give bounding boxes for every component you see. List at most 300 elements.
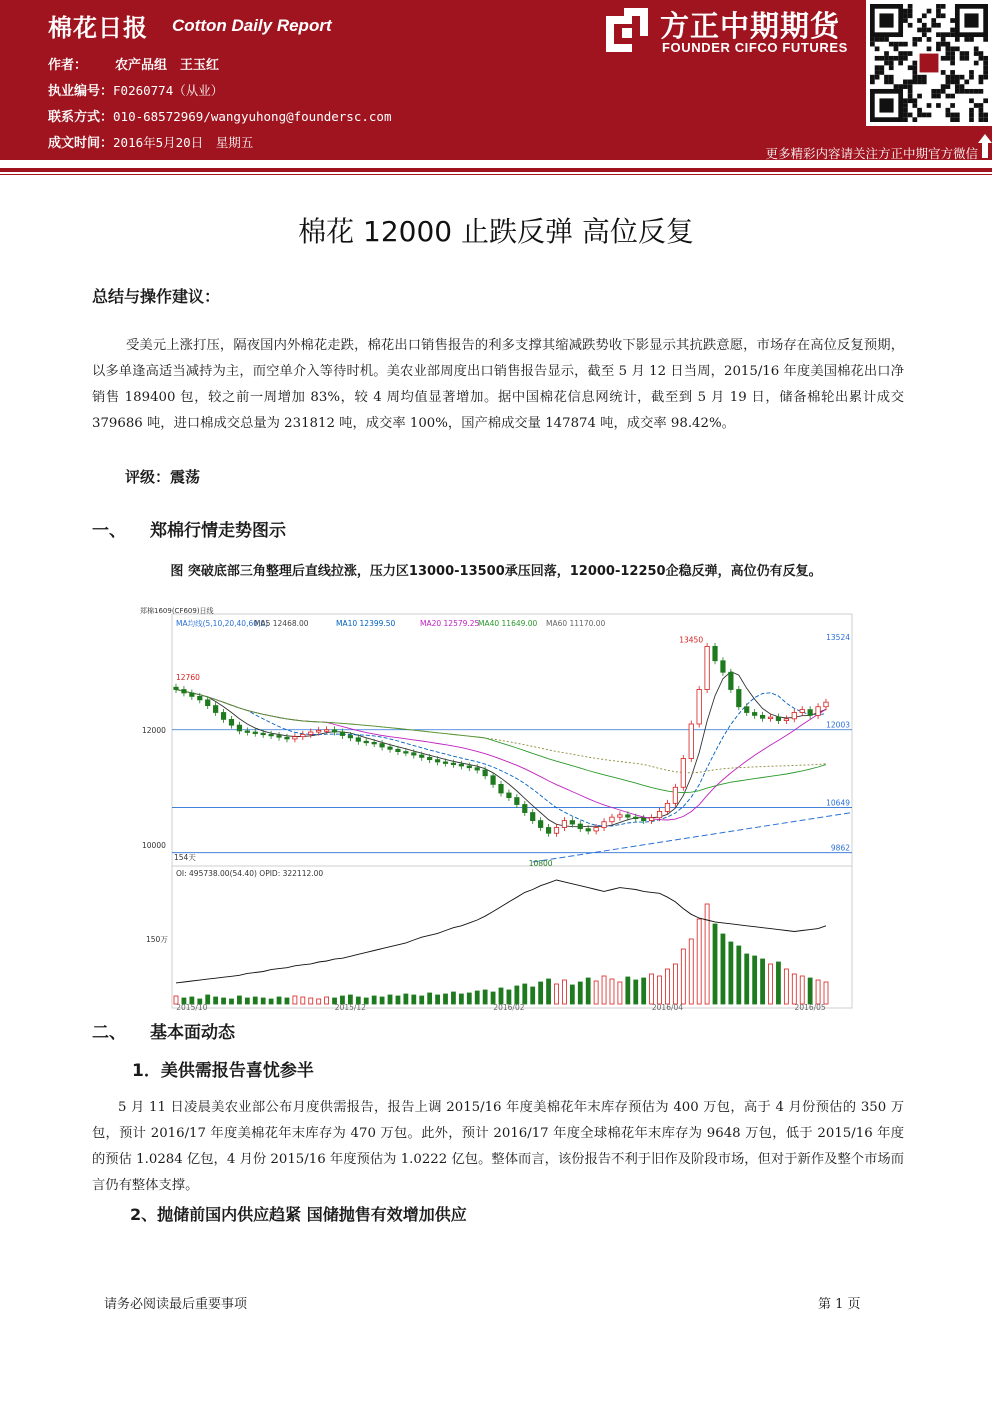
subsection-heading-reserve: 2、抛储前国内供应趋紧 国储抛售有效增加供应 xyxy=(130,1205,467,1224)
chart-ma40: MA40 11649.00 xyxy=(478,619,538,628)
candle-body xyxy=(174,687,178,689)
candle-body xyxy=(451,763,455,765)
qr-module xyxy=(969,117,974,122)
qr-module xyxy=(917,75,922,80)
qr-module xyxy=(936,89,941,94)
summary-paragraph: 受美元上涨打压，隔夜国内外棉花走跌，棉花出口销售报告的利多支撑其缩减跌势收下影显示其抗跌意愿，市场存在高位反复预期，以多单逢高适当减持为主，而空单介入等待时机。美农业部周度出口销售报告显示，截至 5 月 12 日当周，2015/16 年度美国棉花出口净销售 189400 包，较之前一周增加 83%，较 4 周均值显著增加。据中国棉花信息网统计，截至到 5 月 19 日，储备棉轮出累计成交 379686 吨，进口棉成交总量为 231812 吨，成交率 100%，国产棉成交量 147874 吨，成交率 98.42%。 xyxy=(92,338,904,431)
qr-module xyxy=(870,42,875,47)
candle-body xyxy=(340,732,344,735)
point-annotation: 12760 xyxy=(176,673,200,683)
qr-module xyxy=(983,98,988,103)
candle-body xyxy=(364,741,368,743)
usda-paragraph: 5 月 11 日凌晨美农业部公布月度供需报告，报告上调 2015/16 年度美棉花年末库存预估为 400 万包，高于 4 月份预估的 350 万包，预计 2016/17 年度美棉花年末库存为 470 万包。此外，预计 2016/17 年度全球棉花年末库存为 9648 万包，低于 2015/16 年度的预估 1.0284 亿包，4 月份 2015/16 年度预估为 1.0222 亿包。整体而言，该份报告不利于旧作及阶段市场，但对于新作及整个市场而言仍有整体支撑。 xyxy=(92,1100,904,1193)
qr-module xyxy=(969,113,974,118)
qr-module xyxy=(917,113,922,118)
qr-module xyxy=(927,113,932,118)
candle-body xyxy=(697,690,701,725)
qr-module xyxy=(983,70,988,75)
rating-label: 评级：震荡 xyxy=(125,468,201,486)
volume-bar xyxy=(396,996,400,1004)
qr-module xyxy=(941,13,946,18)
candle-body xyxy=(190,693,194,696)
qr-module xyxy=(941,37,946,42)
qr-module xyxy=(950,117,955,122)
qr-module xyxy=(955,75,960,80)
volume-bar xyxy=(665,969,669,1004)
qr-module xyxy=(903,51,908,56)
candle-body xyxy=(380,744,384,747)
candle-body xyxy=(467,766,471,768)
candle-body xyxy=(237,725,241,731)
right-tick-label: 10649 xyxy=(826,798,850,808)
qr-module xyxy=(931,18,936,23)
volume-bar xyxy=(602,976,606,1004)
qr-module xyxy=(912,37,917,42)
qr-module xyxy=(979,80,984,85)
qr-module xyxy=(936,46,941,51)
volume-bar xyxy=(222,998,226,1004)
candle-body xyxy=(808,710,812,716)
author-label: 作者： xyxy=(48,58,88,73)
qr-module xyxy=(955,89,960,94)
volume-bar xyxy=(618,982,622,1004)
meta-contact xyxy=(48,106,391,125)
qr-module xyxy=(950,61,955,66)
volume-bar xyxy=(428,993,432,1004)
volume-bar xyxy=(721,934,725,1004)
volume-bar xyxy=(444,994,448,1004)
candle-body xyxy=(554,828,558,834)
volume-bar xyxy=(301,997,305,1004)
author-value: 农产品组 王玉红 xyxy=(115,58,220,73)
qr-module xyxy=(889,80,894,85)
qr-module xyxy=(903,9,908,14)
volume-bar xyxy=(658,976,662,1004)
qr-module xyxy=(936,94,941,99)
volume-bar xyxy=(562,980,566,1004)
qr-module xyxy=(922,113,927,118)
candle-body xyxy=(324,730,328,732)
candle-body xyxy=(348,736,352,738)
volume-bar xyxy=(436,995,440,1004)
qr-module xyxy=(922,32,927,37)
candle-body xyxy=(546,828,550,834)
volume-bar xyxy=(784,969,788,1004)
qr-module xyxy=(936,42,941,47)
volume-bar xyxy=(309,998,313,1004)
chart-vol-label: 150万 xyxy=(146,935,168,944)
volume-bar xyxy=(451,992,455,1004)
volume-bar xyxy=(317,999,321,1004)
volume-bar xyxy=(214,997,218,1004)
date-label: 成文时间： xyxy=(48,136,114,151)
figure-caption: 图 突破底部三角整理后直线拉涨，压力区13000-13500承压回落，12000-12250企稳反弹，高位仍有反复。 xyxy=(170,564,822,579)
candle-body xyxy=(657,811,661,817)
candle-body xyxy=(245,731,249,733)
qr-module xyxy=(964,89,969,94)
qr-module xyxy=(974,61,979,66)
qr-module xyxy=(974,46,979,51)
candle-body xyxy=(356,738,360,741)
qr-module xyxy=(936,32,941,37)
volume-bar xyxy=(642,978,646,1004)
chart-ma-legend: MA均线(5,10,20,40,60,0) xyxy=(176,619,269,628)
qr-module xyxy=(964,56,969,61)
qr-module xyxy=(875,65,880,70)
qr-module xyxy=(950,113,955,118)
qr-module xyxy=(964,51,969,56)
candle-body xyxy=(221,713,225,720)
qr-module xyxy=(941,84,946,89)
qr-module xyxy=(950,46,955,51)
qr-module xyxy=(964,80,969,85)
qr-module xyxy=(908,80,913,85)
qr-module xyxy=(908,98,913,103)
qr-module xyxy=(950,56,955,61)
candle-body xyxy=(229,719,233,725)
qr-module xyxy=(950,103,955,108)
qr-module xyxy=(979,56,984,61)
chart-ma20: MA20 12579.25 xyxy=(420,619,480,628)
y-tick-label: 12000 xyxy=(142,725,166,735)
candle-body xyxy=(285,737,289,739)
qr-module xyxy=(917,18,922,23)
candle-body xyxy=(752,713,756,716)
qr-module xyxy=(979,89,984,94)
candle-body xyxy=(515,798,519,805)
qr-module xyxy=(903,84,908,89)
section-number: 二、 xyxy=(92,1023,126,1043)
right-tick-label: 13524 xyxy=(826,633,850,643)
qr-module xyxy=(875,37,880,42)
volume-bar xyxy=(325,997,329,1004)
qr-module xyxy=(927,46,932,51)
candle-body xyxy=(760,715,764,718)
volume-bar xyxy=(816,980,820,1004)
qr-code-icon xyxy=(866,0,992,126)
qr-module xyxy=(979,51,984,56)
qr-module xyxy=(908,65,913,70)
volume-bar xyxy=(420,996,424,1004)
x-tick-label: 2015/10 xyxy=(176,1003,208,1012)
candle-body xyxy=(443,762,447,764)
qr-module xyxy=(936,13,941,18)
summary-heading: 总结与操作建议： xyxy=(92,287,221,306)
qr-module xyxy=(917,80,922,85)
volume-bar xyxy=(745,954,749,1004)
qr-module xyxy=(912,70,917,75)
volume-bar xyxy=(729,942,733,1004)
candle-body xyxy=(435,760,439,762)
qr-module xyxy=(946,42,951,47)
header-rule-thin xyxy=(0,174,992,175)
candle-body xyxy=(427,757,431,759)
chart-ma5: MA5 12468.00 xyxy=(254,619,309,628)
license-value: F0260774（从业） xyxy=(113,83,224,98)
volume-bar xyxy=(269,999,273,1004)
section-title: 郑棉行情走势图示 xyxy=(150,521,286,541)
volume-bar xyxy=(586,978,590,1004)
qr-module xyxy=(974,89,979,94)
qr-module xyxy=(879,65,884,70)
x-tick-label: 2016/02 xyxy=(493,1003,525,1012)
report-header xyxy=(0,0,992,160)
candle-body xyxy=(491,776,495,785)
candle-body xyxy=(768,717,772,719)
qr-module xyxy=(955,80,960,85)
qr-module xyxy=(889,56,894,61)
candle-body xyxy=(610,817,614,822)
volume-bar xyxy=(673,964,677,1004)
candle-body xyxy=(689,724,693,759)
qr-module xyxy=(922,28,927,33)
qr-module xyxy=(950,32,955,37)
license-label: 执业编号： xyxy=(48,84,114,99)
candle-body xyxy=(206,700,210,706)
qr-module xyxy=(903,56,908,61)
qr-module xyxy=(931,94,936,99)
qr-module xyxy=(889,42,894,47)
volume-bar xyxy=(245,998,249,1004)
volume-bar xyxy=(261,998,265,1004)
qr-module xyxy=(898,56,903,61)
qr-module xyxy=(889,75,894,80)
qr-module xyxy=(884,61,889,66)
candle-body xyxy=(261,733,265,735)
qr-module xyxy=(950,75,955,80)
qr-module xyxy=(903,98,908,103)
company-name-en: FOUNDER CIFCO FUTURES xyxy=(662,40,848,55)
qr-module xyxy=(941,42,946,47)
volume-bar xyxy=(610,979,614,1004)
volume-bar xyxy=(681,949,685,1004)
candle-body xyxy=(634,817,638,819)
qr-module xyxy=(927,37,932,42)
qr-module xyxy=(903,108,908,113)
qr-module xyxy=(917,94,922,99)
qr-module xyxy=(941,56,946,61)
qr-module xyxy=(903,80,908,85)
volume-bar xyxy=(650,974,654,1004)
volume-bar xyxy=(578,982,582,1004)
volume-bar xyxy=(761,959,765,1004)
volume-bar xyxy=(539,982,543,1004)
qr-module xyxy=(936,23,941,28)
meta-author xyxy=(48,54,219,73)
qr-module xyxy=(908,113,913,118)
qr-module xyxy=(983,65,988,70)
qr-module xyxy=(955,117,960,122)
candle-body xyxy=(420,755,424,757)
volume-bar xyxy=(634,980,638,1004)
qr-module xyxy=(908,51,913,56)
qr-module xyxy=(946,56,951,61)
qr-module xyxy=(912,65,917,70)
candle-body xyxy=(721,661,725,673)
qr-module xyxy=(983,37,988,42)
candle-body xyxy=(673,787,677,803)
candle-body xyxy=(792,713,796,719)
candle-body xyxy=(316,730,320,732)
qr-module xyxy=(875,46,880,51)
qr-module xyxy=(974,103,979,108)
qr-module xyxy=(950,51,955,56)
qr-module xyxy=(889,61,894,66)
y-tick-label: 10000 xyxy=(142,840,166,850)
qr-finder xyxy=(879,13,893,27)
candle-body xyxy=(269,734,273,736)
chart-oi-legend: OI: 495738.00(54.40) OPID: 322112.00 xyxy=(176,869,324,878)
qr-module xyxy=(912,98,917,103)
high-annotation: 13450 xyxy=(679,635,704,645)
qr-module xyxy=(950,28,955,33)
qr-module xyxy=(912,42,917,47)
volume-bar xyxy=(483,990,487,1004)
right-tick-label: 12003 xyxy=(826,720,850,730)
qr-module xyxy=(931,89,936,94)
qr-module xyxy=(927,28,932,33)
qr-module xyxy=(950,70,955,75)
volume-bar xyxy=(372,996,376,1004)
volume-bar xyxy=(459,994,463,1004)
x-tick-label: 2016/05 xyxy=(794,1003,826,1012)
qr-module xyxy=(912,80,917,85)
qr-module xyxy=(894,42,899,47)
qr-module xyxy=(884,37,889,42)
qr-module xyxy=(912,61,917,66)
candle-body xyxy=(816,707,820,716)
qr-module xyxy=(912,117,917,122)
section-heading-trend xyxy=(92,516,286,541)
volume-bar xyxy=(285,998,289,1004)
qr-module xyxy=(875,56,880,61)
qr-module xyxy=(969,108,974,113)
candle-body xyxy=(253,732,257,734)
qr-finder xyxy=(964,13,978,27)
section-heading-fundamentals xyxy=(92,1018,235,1043)
candle-body xyxy=(404,752,408,754)
qr-module xyxy=(875,75,880,80)
qr-module xyxy=(884,80,889,85)
qr-module xyxy=(908,13,913,18)
low-annotation: 10800 xyxy=(528,859,553,868)
volume-bar xyxy=(253,997,257,1004)
qr-module xyxy=(922,13,927,18)
volume-bar xyxy=(808,978,812,1004)
volume-bar xyxy=(499,988,503,1004)
arrow-up-icon xyxy=(978,134,992,158)
qr-module xyxy=(950,94,955,99)
qr-module xyxy=(960,56,965,61)
candle-body xyxy=(586,829,590,831)
volume-bar xyxy=(705,904,709,1004)
qr-module xyxy=(936,9,941,14)
qr-module xyxy=(908,89,913,94)
page-title: 棉花 12000 止跌反弹 高位反复 xyxy=(298,215,694,248)
candle-body xyxy=(784,719,788,721)
qr-module xyxy=(908,4,913,9)
qr-module xyxy=(983,56,988,61)
qr-module xyxy=(884,75,889,80)
qr-module xyxy=(912,75,917,80)
qr-module xyxy=(922,23,927,28)
qr-module xyxy=(884,56,889,61)
qr-module xyxy=(979,75,984,80)
volume-bar xyxy=(475,991,479,1004)
qr-module xyxy=(870,75,875,80)
candle-body xyxy=(649,818,653,821)
volume-bar xyxy=(277,997,281,1004)
candle-body xyxy=(562,821,566,828)
candle-body xyxy=(507,793,511,798)
volume-bar xyxy=(626,977,630,1004)
qr-module xyxy=(936,103,941,108)
qr-module xyxy=(908,23,913,28)
candle-body xyxy=(213,706,217,713)
qr-module xyxy=(950,80,955,85)
candle-body xyxy=(626,815,630,817)
qr-module xyxy=(922,75,927,80)
qr-module xyxy=(950,18,955,23)
qr-module xyxy=(983,61,988,66)
qr-module xyxy=(960,75,965,80)
qr-module xyxy=(983,75,988,80)
qr-center-logo xyxy=(920,54,939,73)
qr-module xyxy=(903,113,908,118)
volume-bar xyxy=(554,984,558,1004)
candle-body xyxy=(293,737,297,739)
candle-body xyxy=(459,764,463,766)
qr-module xyxy=(955,113,960,118)
qr-module xyxy=(964,37,969,42)
qr-module xyxy=(898,42,903,47)
subsection-heading-usda: 1．美供需报告喜忧参半 xyxy=(132,1061,314,1081)
candle-body xyxy=(578,824,582,829)
brand-title: 棉花日报 xyxy=(48,14,148,42)
candle-body xyxy=(372,742,376,744)
qr-module xyxy=(908,94,913,99)
candle-body xyxy=(475,768,479,770)
qr-module xyxy=(889,65,894,70)
qr-module xyxy=(946,46,951,51)
volume-bar xyxy=(689,939,693,1004)
qr-module xyxy=(908,9,913,14)
volume-bar xyxy=(229,999,233,1004)
volume-bar xyxy=(547,979,551,1004)
qr-module xyxy=(870,37,875,42)
company-name-cn: 方正中期期货 xyxy=(660,9,841,43)
qr-module xyxy=(946,51,951,56)
qr-module xyxy=(979,108,984,113)
candle-body xyxy=(602,822,606,828)
qr-module xyxy=(894,46,899,51)
candle-body xyxy=(309,732,313,734)
volume-bar xyxy=(570,985,574,1004)
qr-module xyxy=(927,103,932,108)
volume-bar xyxy=(792,974,796,1004)
qr-module xyxy=(969,37,974,42)
volume-bar xyxy=(737,946,741,1004)
candle-body xyxy=(182,690,186,693)
candle-body xyxy=(531,813,535,821)
volume-bar xyxy=(753,956,757,1004)
candle-body xyxy=(412,753,416,755)
candle-body xyxy=(618,815,622,817)
x-tick-label: 2016/04 xyxy=(651,1003,684,1012)
qr-module xyxy=(946,94,951,99)
qr-module xyxy=(898,84,903,89)
qr-module xyxy=(946,84,951,89)
